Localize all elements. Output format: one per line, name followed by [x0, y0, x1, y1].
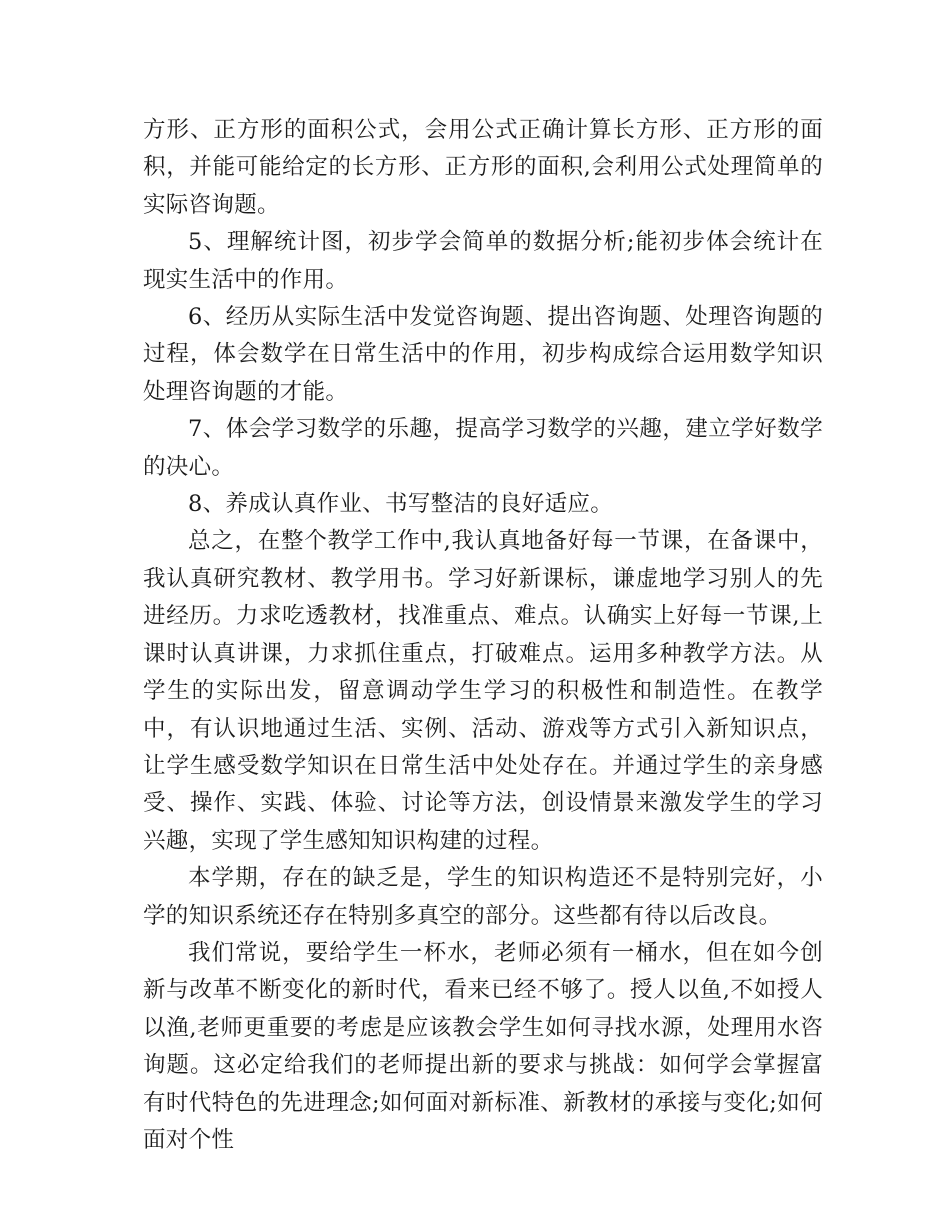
paragraph-5: 8、养成认真作业、书写整洁的良好适应。 [188, 491, 614, 518]
paragraph-2: 5、理解统计图，初步学会简单的数据分析;能初步体会统计在现实生活中的作用。 [143, 229, 823, 293]
paragraph-6: 总之，在整个教学工作中,我认真地备好每一节课，在备课中，我认真研究教材、教学用书。学习好新课标，谦虚地学习别人的先进经历。力求吃透教材，找准重点、难点。认确实上好每一节课,上课时认真讲课，力求抓住重点，打破难点。运用多种教学方法。从学生的实际出发，留意调动学生学习的积极性和制造性。在教学中，有认识地通过生活、实例、活动、游戏等方式引入新知识点，让学生感受数学知识在日常生活中处处存在。并通过学生的亲身感受、操作、实践、体验、讨论等方法，创设情景来激发学生的学习兴趣，实现了学生感知知识构建的过程。 [143, 528, 823, 854]
document-body [143, 112, 823, 1159]
paragraph-8: 我们常说，要给学生一杯水，老师必须有一桶水，但在如今创新与改革不断变化的新时代，看来已经不够了。授人以鱼,不如授人以渔,老师更重要的考虑是应该教会学生如何寻找水源，处理用水咨询题。这必定给我们的老师提出新的要求与挑战：如何学会掌握富有时代特色的先进理念;如何面对新标准、新教材的承接与变化;如何面对个性 [143, 939, 823, 1153]
paragraph-3: 6、经历从实际生活中发觉咨询题、提出咨询题、处理咨询题的过程，体会数学在日常生活中的作用，初步构成综合运用数学知识处理咨询题的才能。 [143, 304, 823, 405]
paragraph-7: 本学期，存在的缺乏是，学生的知识构造还不是特别完好，小学的知识系统还存在特别多真空的部分。这些都有待以后改良。 [143, 865, 823, 929]
paragraph-4: 7、体会学习数学的乐趣，提高学习数学的兴趣，建立学好数学的决心。 [143, 416, 823, 480]
paragraph-1: 方形、正方形的面积公式，会用公式正确计算长方形、正方形的面积，并能可能给定的长方形、正方形的面积,会利用公式处理简单的实际咨询题。 [143, 117, 823, 218]
